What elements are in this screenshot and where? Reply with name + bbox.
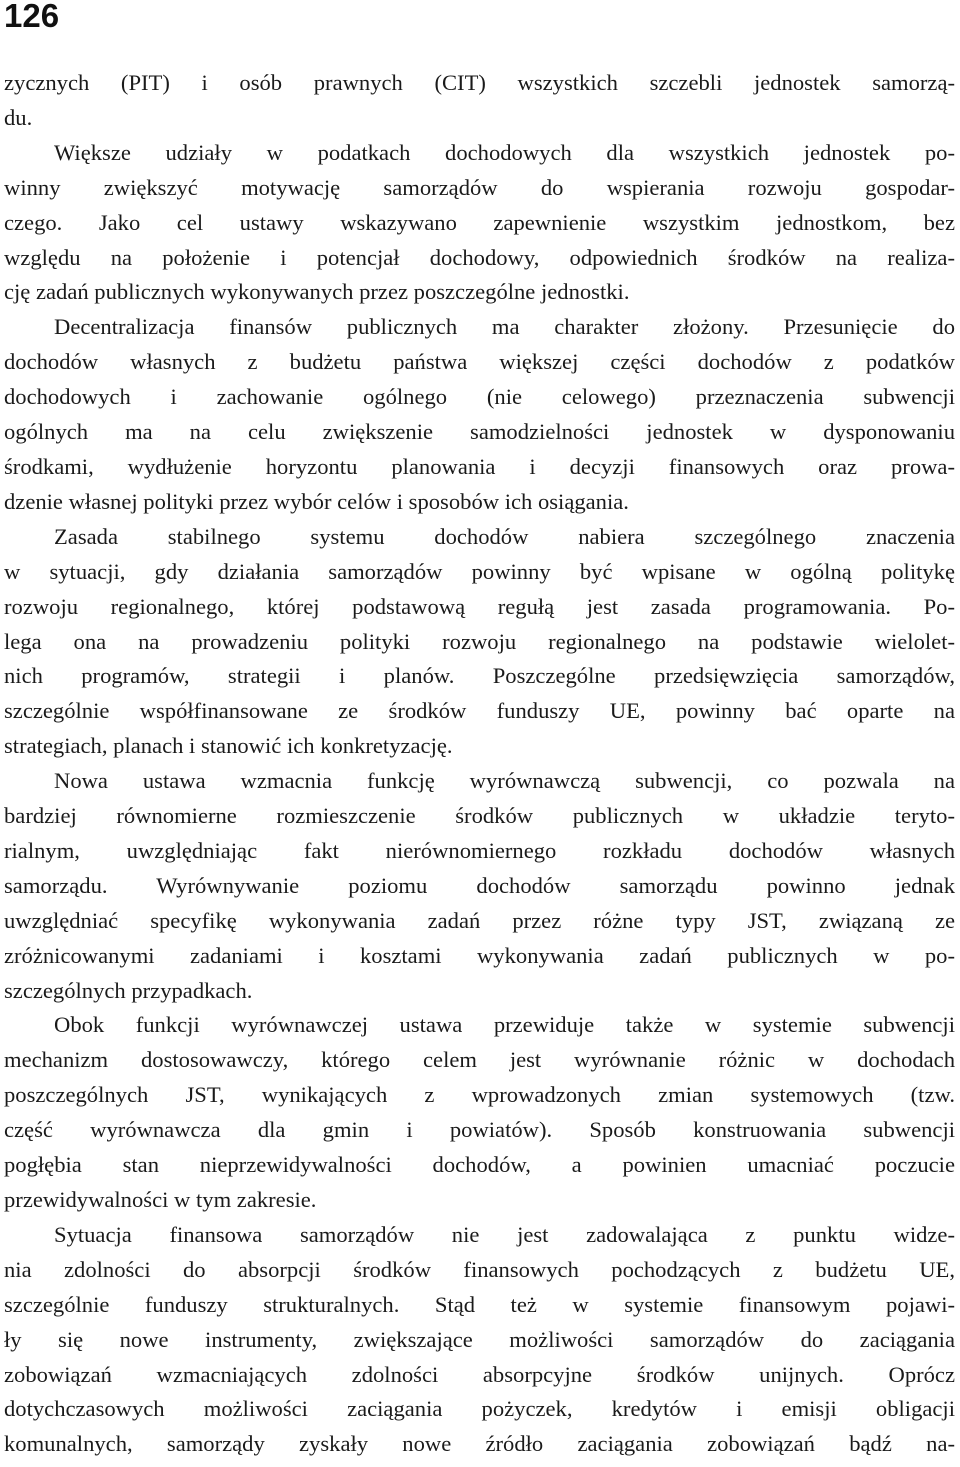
- text-line: komunalnych, samorządy zyskały nowe źródło zaciągania zobowiązań bądź na-: [4, 1431, 955, 1457]
- text-line: czego. Jako cel ustawy wskazywano zapewnienie wszystkim jednostkom, bez: [4, 209, 955, 235]
- text-line: winny zwiększyć motywację samorządów do wspierania rozwoju gospodar-: [4, 174, 955, 200]
- text-line: cję zadań publicznych wykonywanych przez poszczególne jednostki.: [4, 279, 630, 305]
- page-number: 126: [4, 0, 60, 34]
- text-line: przewidywalności w tym zakresie.: [4, 1187, 317, 1212]
- text-line: Decentralizacja finansów publicznych ma charakter złożony. Przesunięcie do: [54, 314, 955, 340]
- text-line: dzenie własnej polityki przez wybór celów i sposobów ich osiągania.: [4, 488, 629, 514]
- text-line: Sytuacja finansowa samorządów nie jest zadowalająca z punktu widze-: [54, 1221, 955, 1247]
- text-line: lega ona na prowadzeniu polityki rozwoju regionalnego na podstawie wielolet-: [4, 628, 955, 654]
- text-line: dochodów własnych z budżetu państwa większej części dochodów z podatków: [4, 349, 955, 375]
- text-line: w sytuacji, gdy działania samorządów powinny być wpisane w ogólną politykę: [4, 558, 955, 584]
- text-line: część wyrównawcza dla gmin i powiatów). Sposób konstruowania subwencji: [4, 1117, 955, 1143]
- text-line: samorządu. Wyrównywanie poziomu dochodów samorządu powinno jednak: [4, 872, 955, 898]
- body-text: [4, 66, 955, 1462]
- text-line: zycznych (PIT) i osób prawnych (CIT) wszystkich szczebli jednostek samorzą-: [4, 70, 955, 95]
- text-line: zróżnicowanymi zadaniami i kosztami wykonywania zadań publicznych w po-: [4, 942, 955, 968]
- text-line: mechanizm dostosowawczy, którego celem jest wyrównanie różnic w dochodach: [4, 1047, 955, 1073]
- text-line: względu na położenie i potencjał dochodowy, odpowiednich środków na realiza-: [4, 244, 955, 270]
- text-line: szczególnych przypadkach.: [4, 977, 253, 1003]
- text-line: rialnym, uwzględniając fakt nierównomiernego rozkładu dochodów własnych: [4, 837, 955, 863]
- text-line: ły się nowe instrumenty, zwiększające możliwości samorządów do zaciągania: [4, 1326, 955, 1352]
- text-line: pogłębia stan nieprzewidywalności dochodów, a powinien umacniać poczucie: [4, 1152, 955, 1178]
- text-line: uwzględniać specyfikę wykonywania zadań przez różne typy JST, związaną ze: [4, 907, 955, 933]
- text-line: dochodowych i zachowanie ogólnego (nie celowego) przeznaczenia subwencji: [4, 384, 955, 410]
- text-line: nich programów, strategii i planów. Poszczególne przedsięwzięcia samorządów,: [4, 663, 955, 689]
- paragraph: [4, 310, 955, 519]
- text-line: szczególnie współfinansowane ze środków funduszy UE, powinny bać oparte na: [4, 698, 955, 724]
- text-line: rozwoju regionalnego, której podstawową regułą jest zasada programowania. Po-: [4, 593, 955, 619]
- text-line: Zasada stabilnego systemu dochodów nabiera szczególnego znaczenia: [54, 523, 955, 549]
- paragraph: [4, 1218, 955, 1462]
- text-line: poszczególnych JST, wynikających z wprowadzonych zmian systemowych (tzw.: [4, 1082, 955, 1108]
- text-line: bardziej równomierne rozmieszczenie środków publicznych w układzie teryto-: [4, 803, 955, 829]
- text-line: szczególnie funduszy strukturalnych. Stąd też w systemie finansowym pojawi-: [4, 1291, 955, 1317]
- text-line: Obok funkcji wyrównawczej ustawa przewiduje także w systemie subwencji: [54, 1012, 955, 1038]
- text-line: środkami, wydłużenie horyzontu planowania i decyzji finansowych oraz prowa-: [4, 453, 955, 479]
- text-line: ogólnych ma na celu zwiększenie samodzielności jednostek w dysponowaniu: [4, 419, 955, 445]
- paragraph: [4, 66, 955, 136]
- paragraph: [4, 520, 955, 764]
- text-line: nia zdolności do absorpcji środków finansowych pochodzących z budżetu UE,: [4, 1256, 955, 1282]
- text-line: du.: [4, 104, 33, 130]
- text-line: dotychczasowych możliwości zaciągania pożyczek, kredytów i emisji obligacji: [4, 1396, 955, 1422]
- text-line: Większe udziały w podatkach dochodowych dla wszystkich jednostek po-: [54, 139, 955, 165]
- paragraph: [4, 136, 955, 311]
- paragraph: [4, 1008, 955, 1217]
- text-line: strategiach, planach i stanowić ich konkretyzację.: [4, 733, 453, 759]
- paragraph: [4, 764, 955, 1008]
- text-line: Nowa ustawa wzmacnia funkcję wyrównawczą subwencji, co pozwala na: [54, 768, 955, 794]
- text-line: zobowiązań wzmacniających zdolności absorpcyjne środków unijnych. Oprócz: [4, 1361, 955, 1387]
